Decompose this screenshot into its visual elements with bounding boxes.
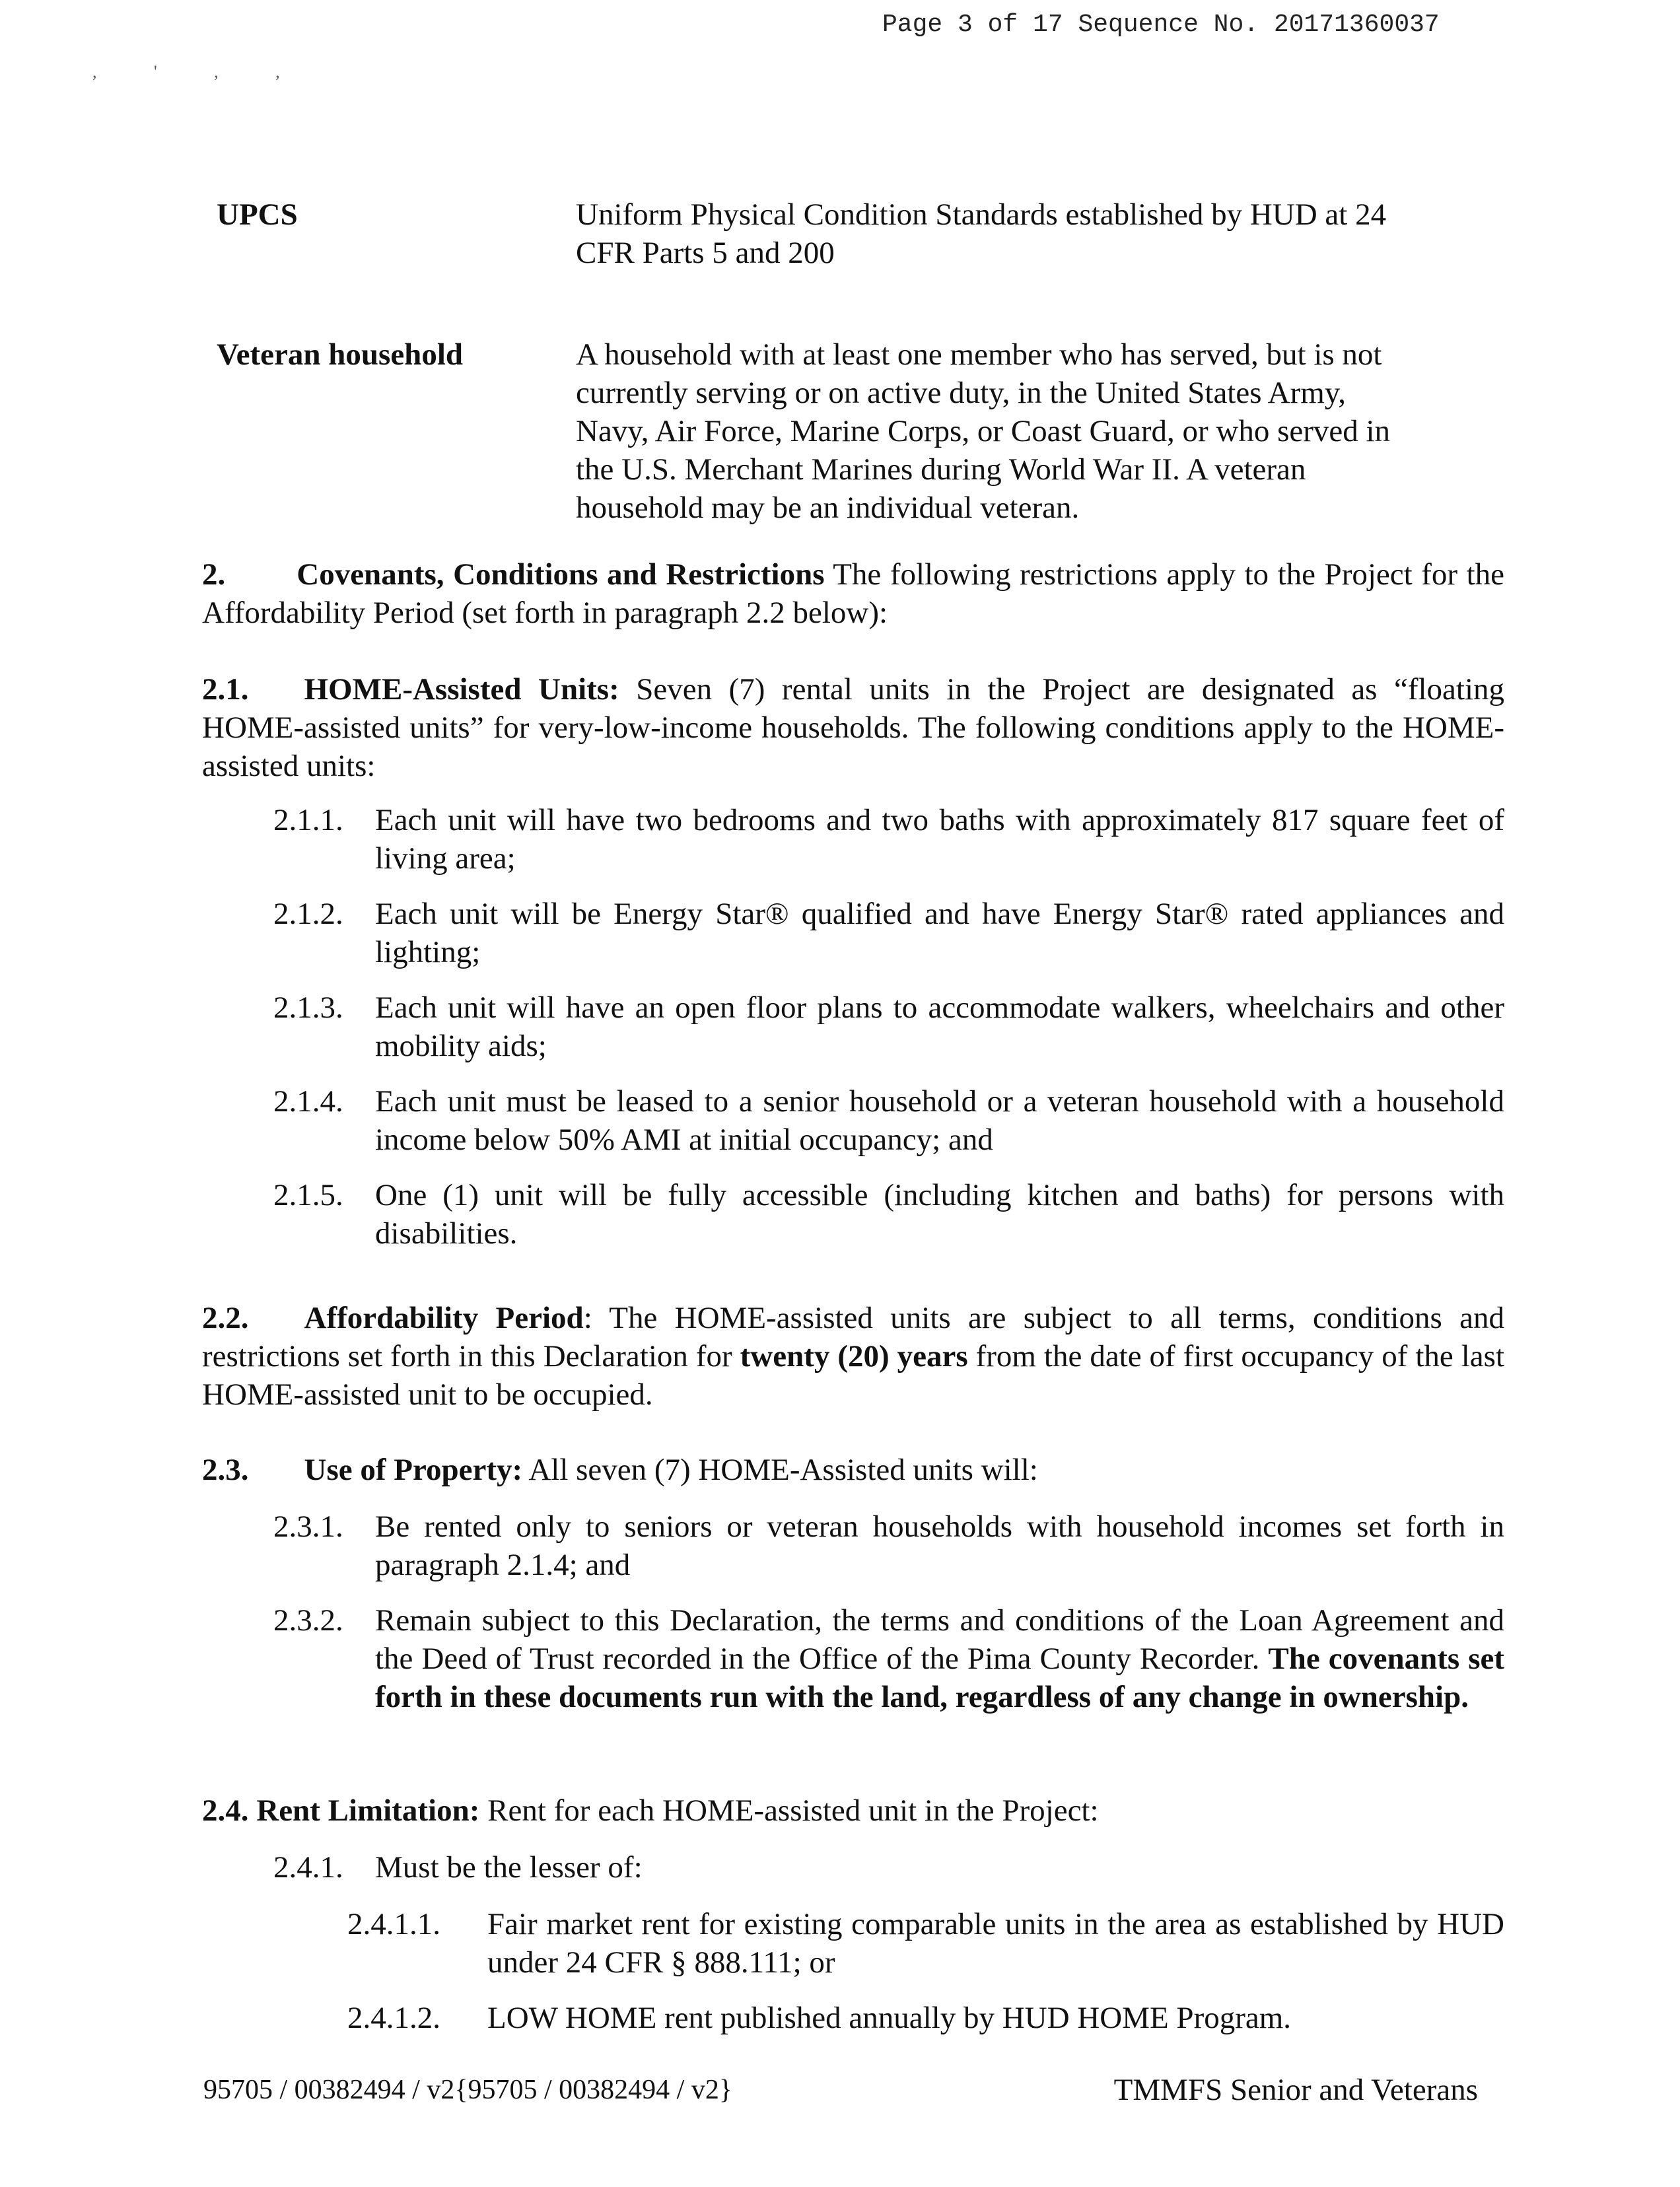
footer-document-id: 95705 / 00382494 / v2{95705 / 00382494 / v2} <box>203 2075 732 2105</box>
definition-term-veteran-household: Veteran household <box>217 337 464 372</box>
definition-body-veteran-household: A household with at least one member who has served, but is not currently serving or on active duty, in the United States Army, Navy, Air Force, Marine Corps, or Coast Guard, or who served in the U.S. Merchant Marines during World War II. A veteran household may be an individual veteran. <box>576 337 1391 525</box>
section-2-4-title: Rent Limitation: <box>256 1793 480 1828</box>
footer-project-name: TMMFS Senior and Veterans <box>1113 2073 1478 2107</box>
list-item-number: 2.1.3. <box>273 990 343 1025</box>
section-2-2-term-bold: twenty (20) years <box>740 1339 968 1373</box>
list-item-number: 2.3.2. <box>273 1603 343 1638</box>
list-item-text: Must be the lesser of: <box>375 1850 643 1885</box>
section-2-1-title: HOME-Assisted Units: <box>304 672 619 707</box>
scan-marks: , ' , , <box>92 62 306 81</box>
section-2-3-text: All seven (7) HOME-Assisted units will: <box>528 1453 1038 1487</box>
list-item-text: One (1) unit will be fully accessible (including kitchen and baths) for persons with disabilities. <box>375 1178 1504 1251</box>
list-item-number: 2.3.1. <box>273 1510 343 1544</box>
section-2-title: Covenants, Conditions and Restrictions <box>297 557 825 592</box>
list-item-text-regular: Remain subject to this Declaration, the terms and conditions of the Loan Agreement and the Deed of Trust recorded in the Office of the Pima County Recorder. <box>375 1603 1504 1676</box>
section-2-2-paragraph <box>202 1299 1504 1414</box>
section-2-number: 2. <box>202 557 226 592</box>
section-2-2-title: Affordability Period <box>304 1301 584 1335</box>
list-item-number: 2.1.2. <box>273 897 343 931</box>
section-2-2-text-b: from the date of first occupancy of the last HOME-assisted unit to be occupied. <box>202 1339 1505 1412</box>
list-item-text: Fair market rent for existing comparable units in the area as established by HUD under 24 CFR § 888.111; or <box>487 1907 1504 1980</box>
section-2-paragraph <box>202 555 1504 632</box>
list-item-number: 2.1.1. <box>273 803 343 837</box>
section-2-4-number: 2.4. <box>202 1793 249 1828</box>
page-sequence-header: Page 3 of 17 Sequence No. 20171360037 <box>882 11 1440 39</box>
list-item-text: Each unit will have an open floor plans to accommodate walkers, wheelchairs and other mobility aids; <box>375 990 1504 1063</box>
section-2-2-number: 2.2. <box>202 1301 249 1335</box>
list-item-number: 2.4.1. <box>273 1850 343 1885</box>
section-2-2-text-a: : The HOME-assisted units are subject to all terms, conditions and restrictions set forth in this Declaration for <box>202 1301 1504 1373</box>
list-item-number: 2.1.4. <box>273 1084 343 1119</box>
section-2-1-text: Seven (7) rental units in the Project are designated as “floating HOME-assisted units” for very-low-income households. The following conditions apply to the HOME-assisted units: <box>202 672 1505 783</box>
list-item-text: Each unit will have two bedrooms and two baths with approximately 817 square feet of living area; <box>375 803 1504 876</box>
list-item-text <box>375 1601 1504 1716</box>
section-2-1-number: 2.1. <box>202 672 249 707</box>
section-2-3-paragraph <box>202 1451 1504 1489</box>
list-item-number: 2.4.1.2. <box>347 2001 440 2035</box>
section-2-text: The following restrictions apply to the Project for the Affordability Period (set forth in paragraph 2.2 below): <box>202 557 1504 630</box>
list-item-text: LOW HOME rent published annually by HUD HOME Program. <box>487 2001 1292 2035</box>
list-item-text-bold: The covenants set forth in these documents run with the land, regardless of any change in ownership. <box>375 1642 1505 1714</box>
definition-body-upcs: Uniform Physical Condition Standards established by HUD at 24 CFR Parts 5 and 200 <box>576 197 1387 270</box>
definition-term-upcs: UPCS <box>217 197 298 232</box>
section-2-3-number: 2.3. <box>202 1453 249 1487</box>
list-item-number: 2.4.1.1. <box>347 1907 440 1941</box>
section-2-4-paragraph <box>202 1791 1504 1830</box>
list-item-number: 2.1.5. <box>273 1178 343 1212</box>
section-2-4-text: Rent for each HOME-assisted unit in the Project: <box>487 1793 1099 1828</box>
section-2-1-paragraph <box>202 670 1504 785</box>
section-2-3-title: Use of Property: <box>304 1453 523 1487</box>
list-item-text: Be rented only to seniors or veteran households with household incomes set forth in paragraph 2.1.4; and <box>375 1510 1504 1582</box>
list-item-text: Each unit must be leased to a senior household or a veteran household with a household income below 50% AMI at initial occupancy; and <box>375 1084 1504 1157</box>
list-item-text: Each unit will be Energy Star® qualified and have Energy Star® rated appliances and lighting; <box>375 897 1504 969</box>
